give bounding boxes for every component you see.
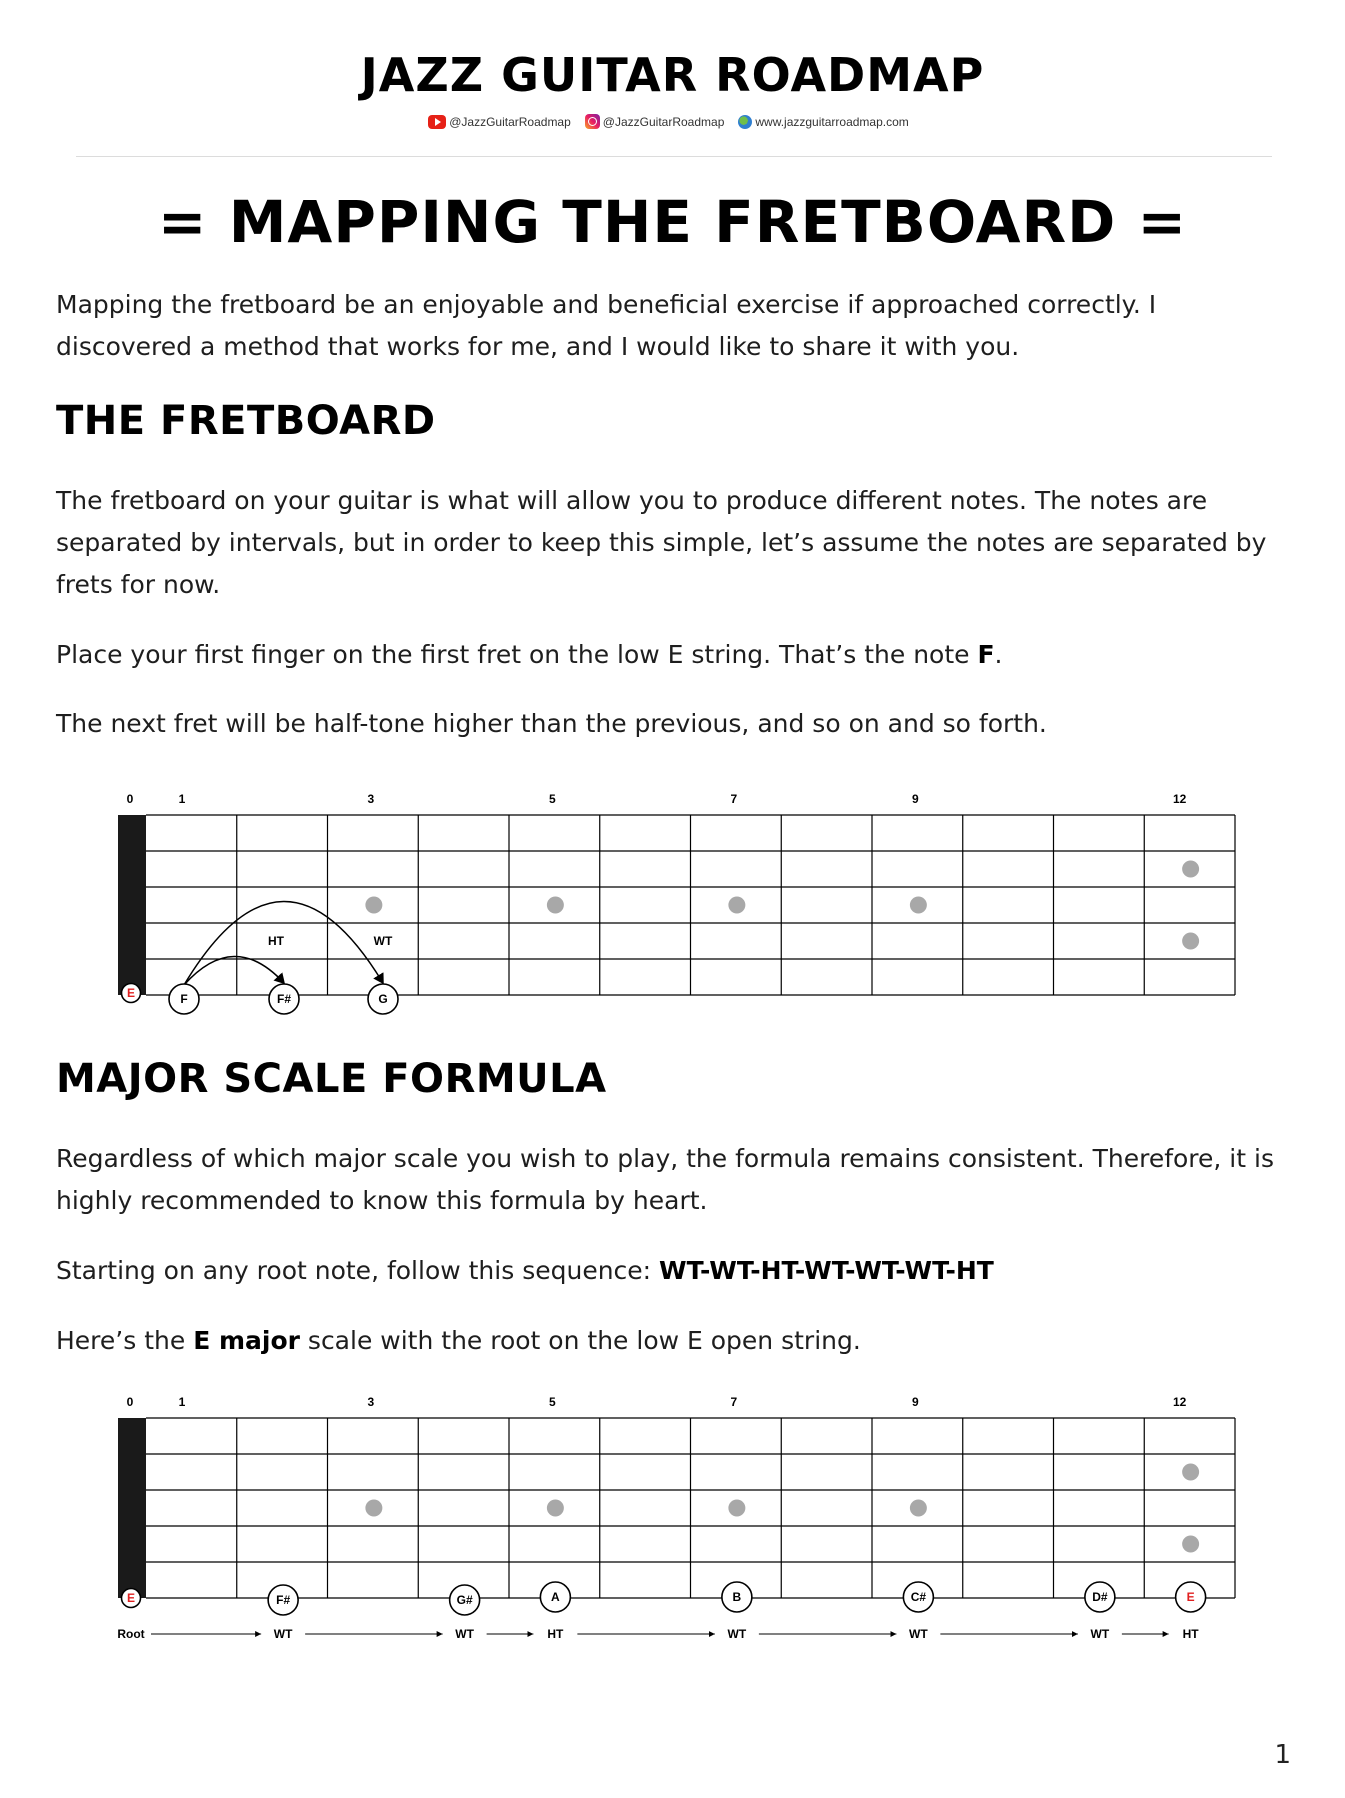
step-label: WT: [455, 1627, 474, 1641]
step-label: WT: [909, 1627, 928, 1641]
step-label: WT: [273, 1627, 293, 1641]
inlay-dot: [547, 897, 564, 914]
fret-number: 7: [730, 792, 738, 806]
instagram-link[interactable]: [585, 114, 725, 129]
fret-number: 0: [126, 1395, 134, 1409]
section-heading-major-scale: MAJOR SCALE FORMULA: [56, 1056, 607, 1102]
note-f-bold: F: [977, 640, 995, 669]
note-label: E: [1186, 1590, 1195, 1604]
fretboard-diagram-2: [0, 1372, 1345, 1652]
major-scale-paragraph-3: [56, 1320, 1296, 1362]
formula-bold: WT-WT-HT-WT-WT-WT-HT: [659, 1256, 994, 1285]
youtube-icon: [428, 115, 446, 129]
fret-number: 7: [730, 1395, 738, 1409]
inlay-dot: [1182, 1536, 1199, 1553]
fret-number: 3: [367, 1395, 375, 1409]
inlay-dot: [728, 897, 745, 914]
major-scale-paragraph-2: [56, 1250, 1296, 1292]
website-url: www.jazzguitarroadmap.com: [755, 114, 909, 129]
para3-end: scale with the root on the low E open string.: [299, 1326, 861, 1355]
youtube-handle: @JazzGuitarRoadmap: [449, 114, 571, 129]
note-label: G#: [456, 1593, 473, 1607]
brand-title: JAZZ GUITAR ROADMAP: [360, 48, 985, 102]
note-label: F#: [276, 1593, 291, 1607]
fret-number: 9: [912, 792, 919, 806]
note-label: B: [732, 1590, 742, 1604]
inlay-dot: [1182, 933, 1199, 950]
inlay-dot: [365, 1500, 382, 1517]
para2-text: Place your first finger on the first fret on the low E string. That’s the note: [56, 640, 978, 669]
note-label: G: [378, 992, 388, 1006]
page-number: 1: [1274, 1740, 1291, 1770]
inlay-dot: [910, 897, 927, 914]
fretboard-diagram-1: [0, 770, 1345, 1020]
step-label: WT: [1090, 1627, 1110, 1641]
youtube-link[interactable]: [428, 115, 571, 129]
inlay-dot: [365, 897, 382, 914]
fretboard-paragraph-2: [56, 634, 1296, 676]
fret-number: 5: [549, 1395, 556, 1409]
step-label: Root: [117, 1627, 145, 1641]
fret-number: 1: [178, 792, 186, 806]
section-heading-fretboard: THE FRETBOARD: [56, 398, 436, 444]
inlay-dot: [728, 1500, 745, 1517]
intro-paragraph: Mapping the fretboard be an enjoyable and beneficial exercise if approached correctly. I discovered a method that works for me, and I would like to share it with you.: [56, 290, 1157, 361]
fret-number: 3: [367, 792, 375, 806]
note-label: F#: [276, 992, 292, 1006]
interval-ht: HT: [268, 934, 284, 948]
header-divider: [76, 156, 1272, 157]
fretboard-paragraph-3: The next fret will be half-tone higher than the previous, and so on and so forth.: [56, 709, 1047, 738]
e-major-bold: E major: [193, 1326, 300, 1355]
major-scale-paragraph-1: Regardless of which major scale you wish to play, the formula remains consistent. Therefore, it is highly recommended to know this formula by heart.: [56, 1144, 1274, 1215]
fret-number: 5: [549, 792, 556, 806]
note-label: F: [180, 992, 188, 1006]
step-label: WT: [727, 1627, 747, 1641]
nut: [118, 1418, 146, 1598]
fret-number: 0: [126, 792, 134, 806]
note-label: E: [126, 986, 136, 1000]
note-label: D#: [1092, 1590, 1108, 1604]
page-title: = MAPPING THE FRETBOARD =: [157, 188, 1188, 256]
interval-wt: WT: [373, 934, 393, 948]
fretboard-paragraph-1: The fretboard on your guitar is what will allow you to produce different notes. The notes are separated by intervals, but in order to keep this simple, let’s assume the notes are separated by frets for now.: [56, 486, 1267, 599]
nut: [118, 815, 146, 995]
para3-text: Here’s the: [56, 1326, 194, 1355]
globe-icon: [738, 115, 752, 129]
fret-number: 12: [1172, 1395, 1187, 1409]
note-label: E: [126, 1591, 136, 1605]
para-seq-text: Starting on any root note, follow this sequence:: [56, 1256, 660, 1285]
fret-number: 9: [912, 1395, 919, 1409]
inlay-dot: [547, 1500, 564, 1517]
instagram-icon: [585, 114, 600, 129]
inlay-dot: [1182, 861, 1199, 878]
step-label: HT: [1182, 1627, 1199, 1641]
social-links: [0, 114, 1345, 129]
instagram-handle: @JazzGuitarRoadmap: [602, 114, 725, 129]
fret-number: 12: [1172, 792, 1187, 806]
fret-number: 1: [178, 1395, 186, 1409]
website-link[interactable]: [738, 115, 908, 129]
inlay-dot: [910, 1500, 927, 1517]
note-label: C#: [910, 1590, 927, 1604]
note-label: A: [551, 1590, 560, 1604]
step-label: HT: [547, 1627, 564, 1641]
inlay-dot: [1182, 1464, 1199, 1481]
para2-end: .: [994, 640, 1003, 669]
